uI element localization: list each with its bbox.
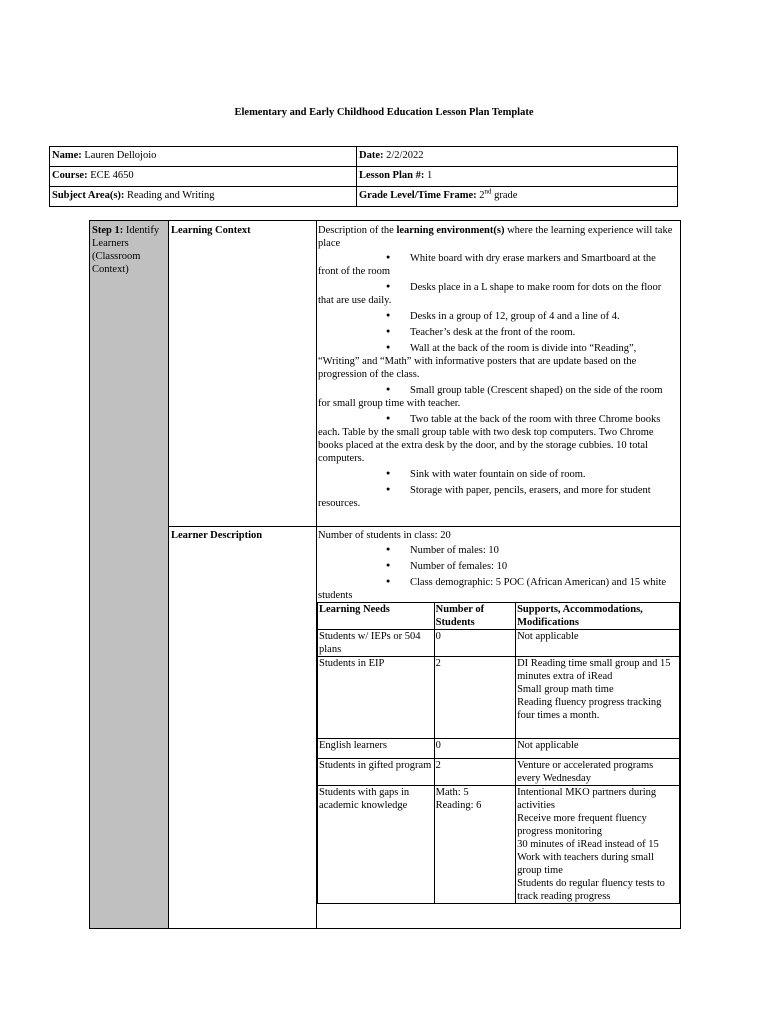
number-cell — [434, 786, 515, 904]
number-line: Math: 5 — [435, 787, 469, 798]
bullet-icon: ● — [386, 545, 391, 553]
list-item-text: Wall at the back of the room is divide into “Reading”, “Writing” and “Math” with informative posters that are update based on the progression of the class. — [318, 343, 637, 380]
list-item-text: Class demographic: 5 POC (African American) and 15 white students — [318, 577, 667, 601]
lesson-value: 1 — [426, 170, 433, 181]
learning-context-intro: Description of the learning environment(s) where the learning experience will take place — [318, 225, 673, 249]
support-line: Work with teachers during small group time — [517, 852, 654, 876]
number-cell: 0 — [434, 739, 515, 759]
bullet-icon: ● — [386, 561, 391, 569]
bullet-icon: ● — [386, 414, 391, 422]
support-line: Receive more frequent fluency progress monitoring — [517, 813, 647, 837]
supports-cell — [516, 739, 680, 759]
number-cell: 2 — [434, 759, 515, 786]
name-cell — [50, 147, 357, 167]
table-row — [318, 759, 680, 786]
subject-cell — [50, 187, 357, 207]
support-line: Not applicable — [517, 631, 579, 642]
list-item — [318, 341, 676, 381]
bullet-icon: ● — [386, 311, 391, 319]
bullet-icon: ● — [386, 485, 391, 493]
list-item — [318, 325, 676, 339]
learning-context-content — [318, 224, 676, 512]
list-item-text: Number of females: 10 — [410, 561, 508, 572]
name-label: Name: — [52, 150, 82, 161]
need-cell: Students w/ IEPs or 504 plans — [318, 630, 435, 657]
list-item — [318, 543, 676, 557]
name-value: Lauren Dellojoio — [84, 150, 157, 161]
lesson-label: Lesson Plan #: — [359, 170, 425, 181]
date-label: Date: — [359, 150, 384, 161]
supports-cell — [516, 786, 680, 904]
row-divider — [169, 526, 680, 527]
date-cell — [357, 147, 678, 167]
learner-description-content — [318, 529, 676, 604]
grade-sup: nd — [484, 187, 492, 196]
support-line: Venture or accelerated programs every Wednesday — [517, 760, 654, 784]
bullet-icon: ● — [386, 253, 391, 261]
lesson-cell — [357, 167, 678, 187]
subject-label: Subject Area(s): — [52, 190, 125, 201]
step1-label-text: Identify Learners (Classroom Context) — [92, 225, 160, 275]
supports-cell — [516, 630, 680, 657]
header-supports: Supports, Accommodations, Modifications — [516, 603, 680, 630]
bullet-icon: ● — [386, 469, 391, 477]
need-cell: English learners — [318, 739, 435, 759]
step1-label-cell — [90, 221, 169, 928]
supports-cell — [516, 759, 680, 786]
list-item-text: Teacher’s desk at the front of the room. — [410, 327, 576, 338]
table-row — [318, 739, 680, 759]
need-cell: Students in gifted program — [318, 759, 435, 786]
number-cell: 2 — [434, 657, 515, 739]
list-item — [318, 467, 676, 481]
grade-text: grade — [494, 190, 518, 201]
list-item-text: Desks place in a L shape to make room for dots on the floor that are use daily. — [318, 282, 662, 306]
support-line: Intentional MKO partners during activities — [517, 787, 657, 811]
table-row — [318, 786, 680, 904]
list-item-text: Desks in a group of 12, group of 4 and a line of 4. — [410, 311, 620, 322]
number-line: Reading: 6 — [435, 800, 482, 811]
learner-description-list — [318, 543, 676, 602]
list-item-text: Number of males: 10 — [410, 545, 499, 556]
table-header-row — [318, 603, 680, 630]
support-line: Not applicable — [517, 740, 579, 751]
learning-context-label: Learning Context — [171, 225, 251, 236]
bullet-icon: ● — [386, 385, 391, 393]
list-item — [318, 251, 676, 278]
step1-table — [89, 220, 681, 929]
learner-description-intro: Number of students in class: 20 — [318, 530, 451, 541]
course-cell — [50, 167, 357, 187]
need-cell: Students in EIP — [318, 657, 435, 739]
list-item — [318, 280, 676, 307]
list-item — [318, 309, 676, 323]
support-line: DI Reading time small group and 15 minutes extra of iRead — [517, 658, 671, 682]
list-item-text: White board with dry erase markers and Smartboard at the front of the room — [318, 253, 656, 277]
bullet-icon: ● — [386, 577, 391, 585]
bullet-icon: ● — [386, 343, 391, 351]
date-value: 2/2/2022 — [386, 150, 424, 161]
support-line: 30 minutes of iRead instead of 15 — [517, 839, 659, 850]
learning-needs-table — [317, 602, 680, 904]
list-item-text: Small group table (Crescent shaped) on the side of the room for small group time with teacher. — [318, 385, 663, 409]
support-line: Students do regular fluency tests to track reading progress — [517, 878, 665, 902]
list-item-text: Two table at the back of the room with three Chrome books each. Table by the small group table with two desk top computers. Two Chrome books placed at the extra desk by the door, and by the storage cubbies. 10 total computers. — [318, 414, 661, 464]
list-item — [318, 383, 676, 410]
subject-value: Reading and Writing — [127, 190, 215, 201]
grade-label: Grade Level/Time Frame: — [359, 190, 477, 201]
header-learning-needs: Learning Needs — [318, 603, 435, 630]
header-number-students: Number of Students — [434, 603, 515, 630]
list-item — [318, 483, 676, 510]
header-table — [49, 146, 678, 207]
grade-cell — [357, 187, 678, 207]
list-item — [318, 412, 676, 465]
bullet-icon: ● — [386, 327, 391, 335]
table-row — [318, 657, 680, 739]
number-cell: 0 — [434, 630, 515, 657]
course-label: Course: — [52, 170, 88, 181]
step1-label-bold: Step 1: — [92, 225, 124, 236]
document-title: Elementary and Early Childhood Education Lesson Plan Template — [234, 107, 534, 118]
bullet-icon: ● — [386, 282, 391, 290]
support-line: Small group math time — [517, 684, 614, 695]
grade-num: 2 — [479, 190, 485, 201]
list-item — [318, 559, 676, 573]
learning-context-list — [318, 251, 676, 510]
need-cell: Students with gaps in academic knowledge — [318, 786, 435, 904]
list-item-text: Storage with paper, pencils, erasers, and more for student resources. — [318, 485, 651, 509]
list-item — [318, 575, 676, 602]
course-value: ECE 4650 — [90, 170, 134, 181]
learner-description-label: Learner Description — [171, 530, 263, 541]
list-item-text: Sink with water fountain on side of room. — [410, 469, 586, 480]
support-line: Reading fluency progress tracking four times a month. — [517, 697, 662, 721]
table-row — [318, 630, 680, 657]
supports-cell — [516, 657, 680, 739]
